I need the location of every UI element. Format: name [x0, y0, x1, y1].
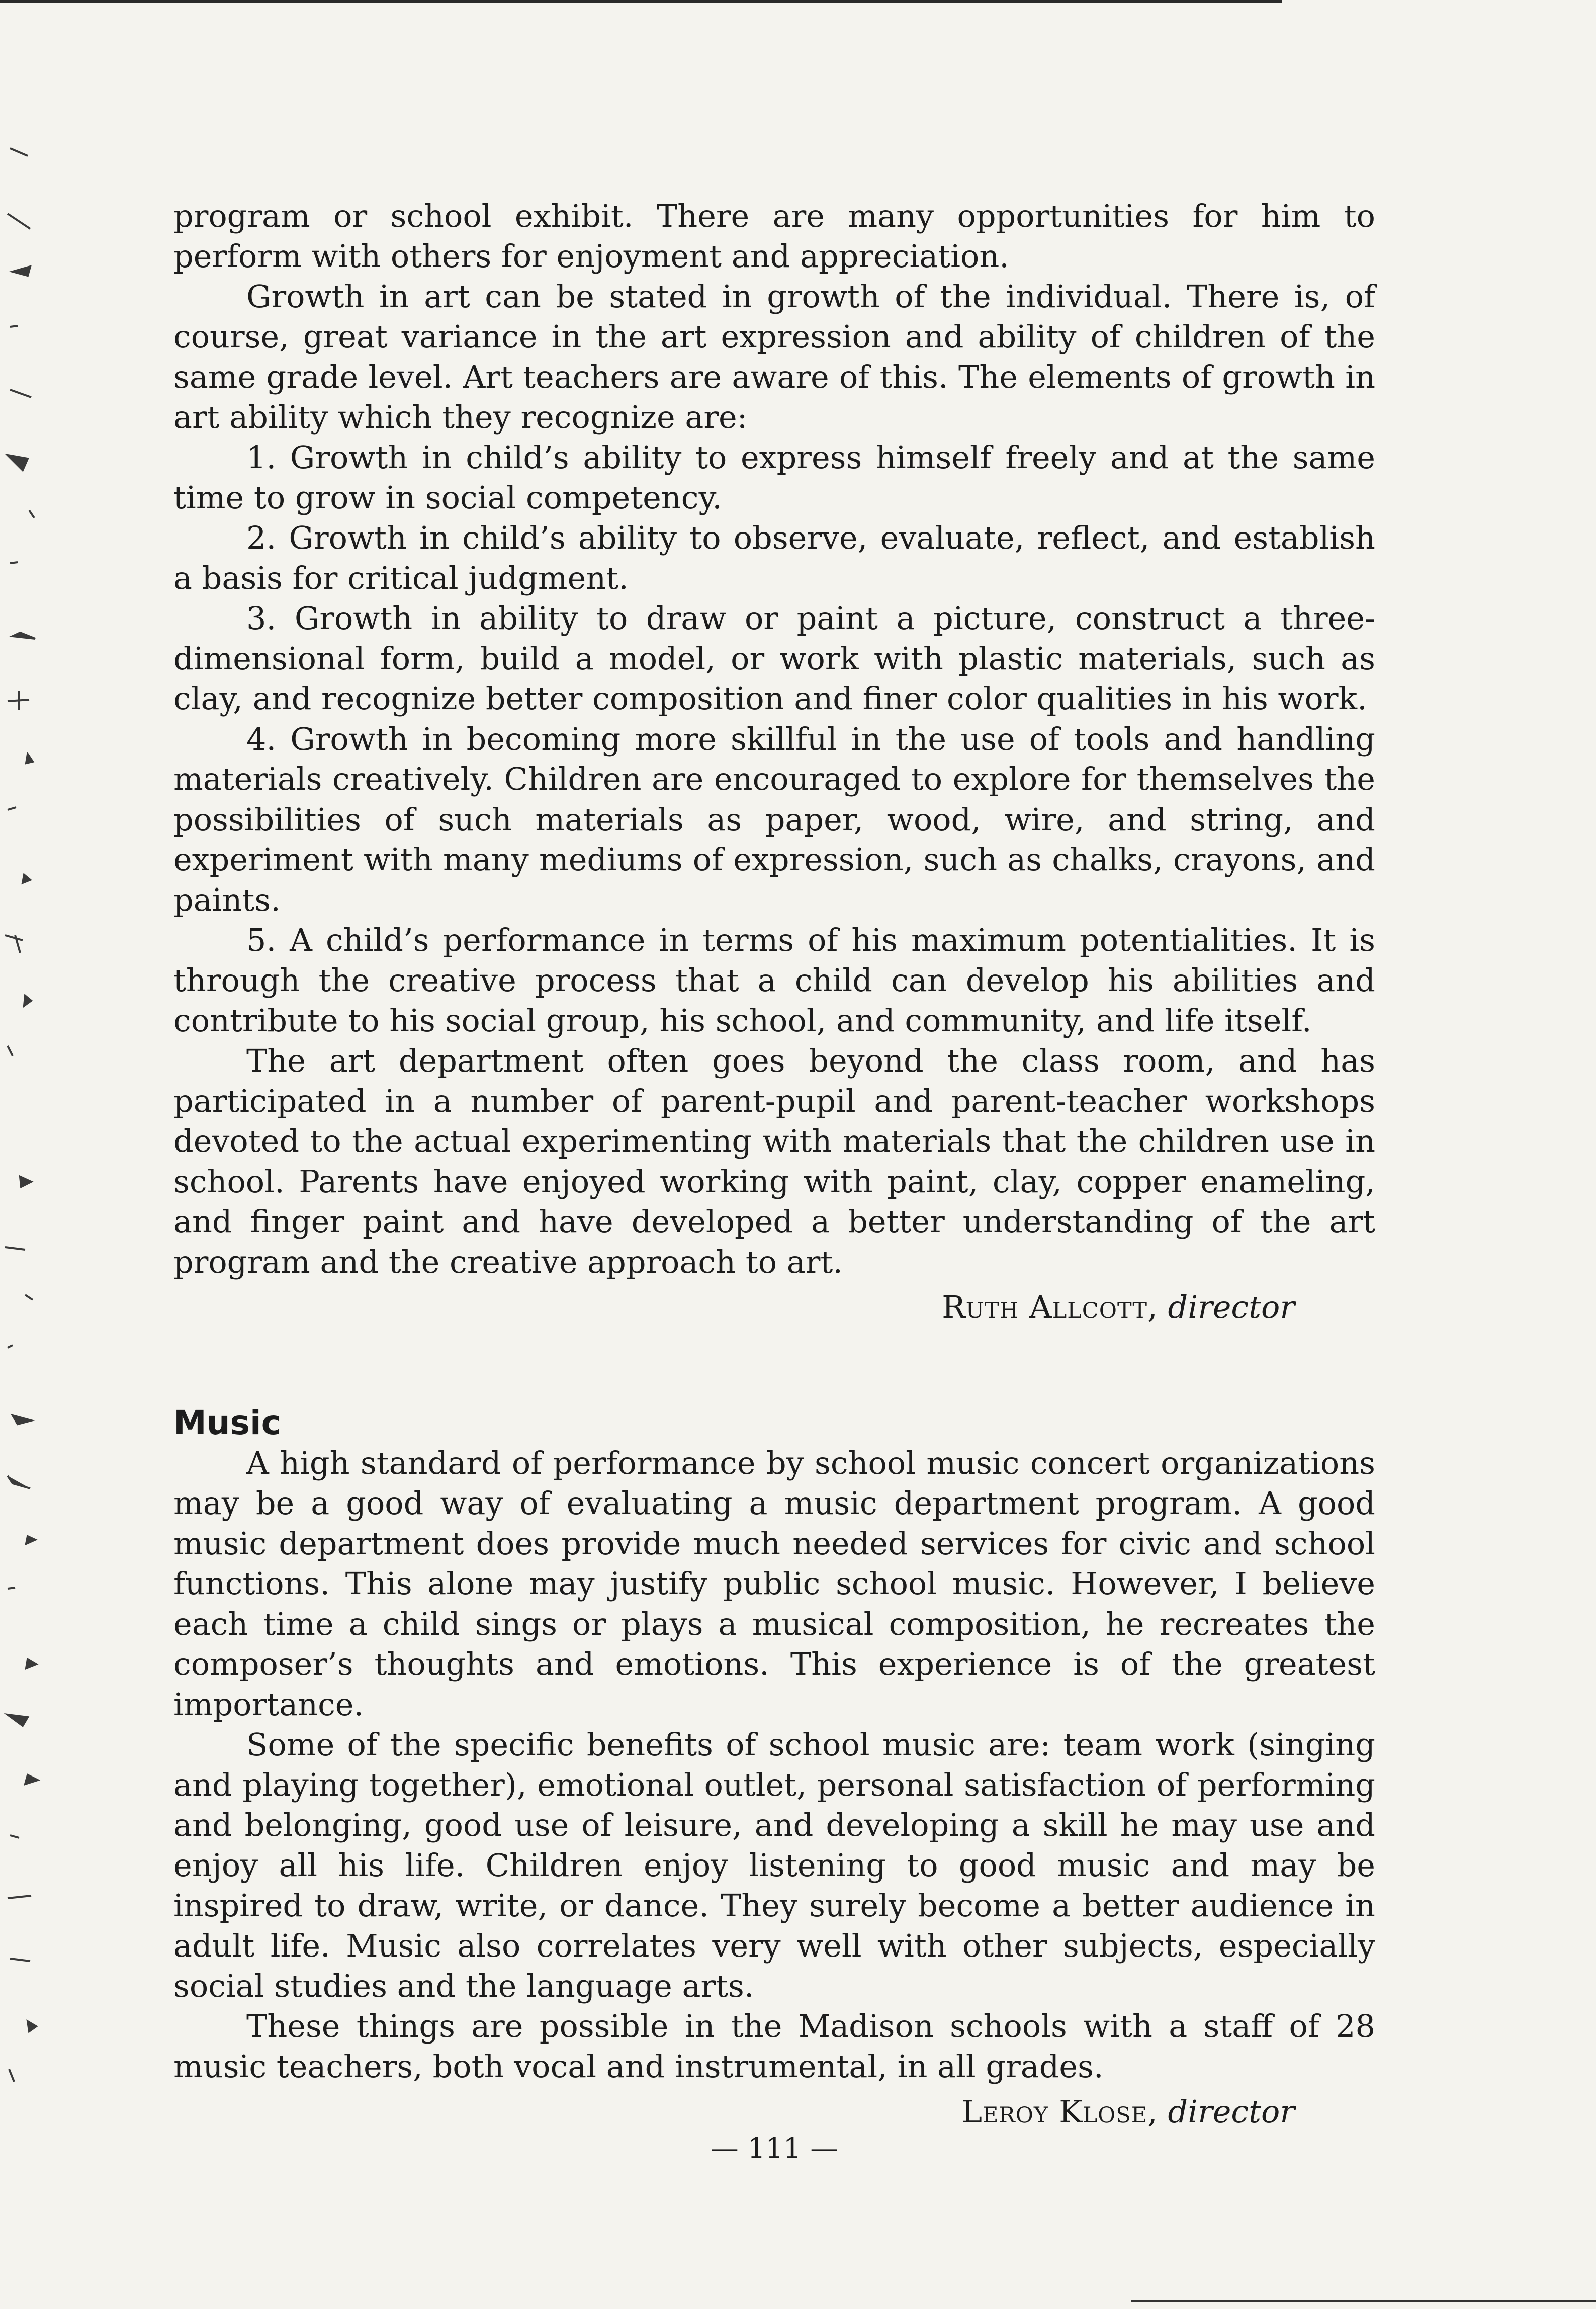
music-paragraph: A high standard of performance by school music concert organizations may be a good way of evaluating a music department program. A good music department does provide much needed services for civic and school functions. This alone may justify public school music. However, I believe each time a child sings or plays a musical composition, he recreates the composer’s thoughts and emotions. This experience is of the greatest importance. — [173, 1445, 1375, 1723]
signature-title: director — [1168, 1289, 1295, 1325]
section-heading: Music — [173, 1403, 281, 1442]
art-paragraph: Growth in art can be stated in growth of the individual. There is, of course, great variance in the art expression and ability of children of the same grade level. Art teachers are aware of this. The elements of growth in art ability which they recognize are: — [173, 278, 1375, 435]
binding-marks — [0, 0, 45, 2309]
art-list-item: 5. A child’s performance in terms of his maximum potentialities. It is through the creative process that a child can develop his abilities and contribute to his social group, his school, and community, and life itself. — [173, 922, 1375, 1039]
signature-name: Ruth Allcott, — [942, 1289, 1158, 1325]
signature-title: director — [1168, 2093, 1295, 2130]
art-list-item: 2. Growth in child’s ability to observe, evaluate, reflect, and establish a basis for critical judgment. — [173, 519, 1375, 596]
art-paragraph: The art department often goes beyond the class room, and has participated in a number of parent-pupil and parent-teacher workshops devoted to the actual experimenting with materials that the children use in school. Parents have enjoyed working with paint, clay, copper enameling, and finger paint and have developed a better understanding of the art program and the creative approach to art. — [173, 1042, 1375, 1280]
music-signature — [173, 2092, 1375, 2132]
signature-name: Leroy Klose, — [961, 2093, 1158, 2130]
music-paragraph: Some of the specific benefits of school music are: team work (singing and playing together), emotional outlet, personal satisfaction of performing and belonging, good use of leisure, and developing a skill he may use and enjoy all his life. Children enjoy listening to good music and may be inspired to draw, write, or dance. They surely become a better audience in adult life. Music also correlates very well with other subjects, especially social studies and the language arts. — [173, 1726, 1375, 2004]
art-paragraph: program or school exhibit. There are many opportunities for him to perform with others for enjoyment and appreciation. — [173, 198, 1375, 275]
page-number: — 111 — — [710, 2132, 839, 2165]
art-signature — [173, 1287, 1375, 1327]
music-section — [173, 1403, 1375, 2132]
art-list-item: 4. Growth in becoming more skillful in the use of tools and handling materials creatively. Children are encouraged to explore for themselves the possibilities of such materials as paper, wood, wire, and string, and experiment with many mediums of expression, such as chalks, crayons, and paints. — [173, 721, 1375, 918]
music-paragraph: These things are possible in the Madison schools with a staff of 28 music teachers, both vocal and instrumental, in all grades. — [173, 2008, 1375, 2085]
page-body — [173, 196, 1375, 2132]
top-rule — [0, 0, 1282, 3]
bottom-rule — [1131, 2300, 1596, 2302]
art-section — [173, 196, 1375, 1327]
art-list-item: 3. Growth in ability to draw or paint a picture, construct a three-dimensional form, build a model, or work with plastic materials, such as clay, and recognize better composition and finer color qualities in his work. — [173, 600, 1375, 717]
art-list-item: 1. Growth in child’s ability to express himself freely and at the same time to grow in social competency. — [173, 439, 1375, 516]
